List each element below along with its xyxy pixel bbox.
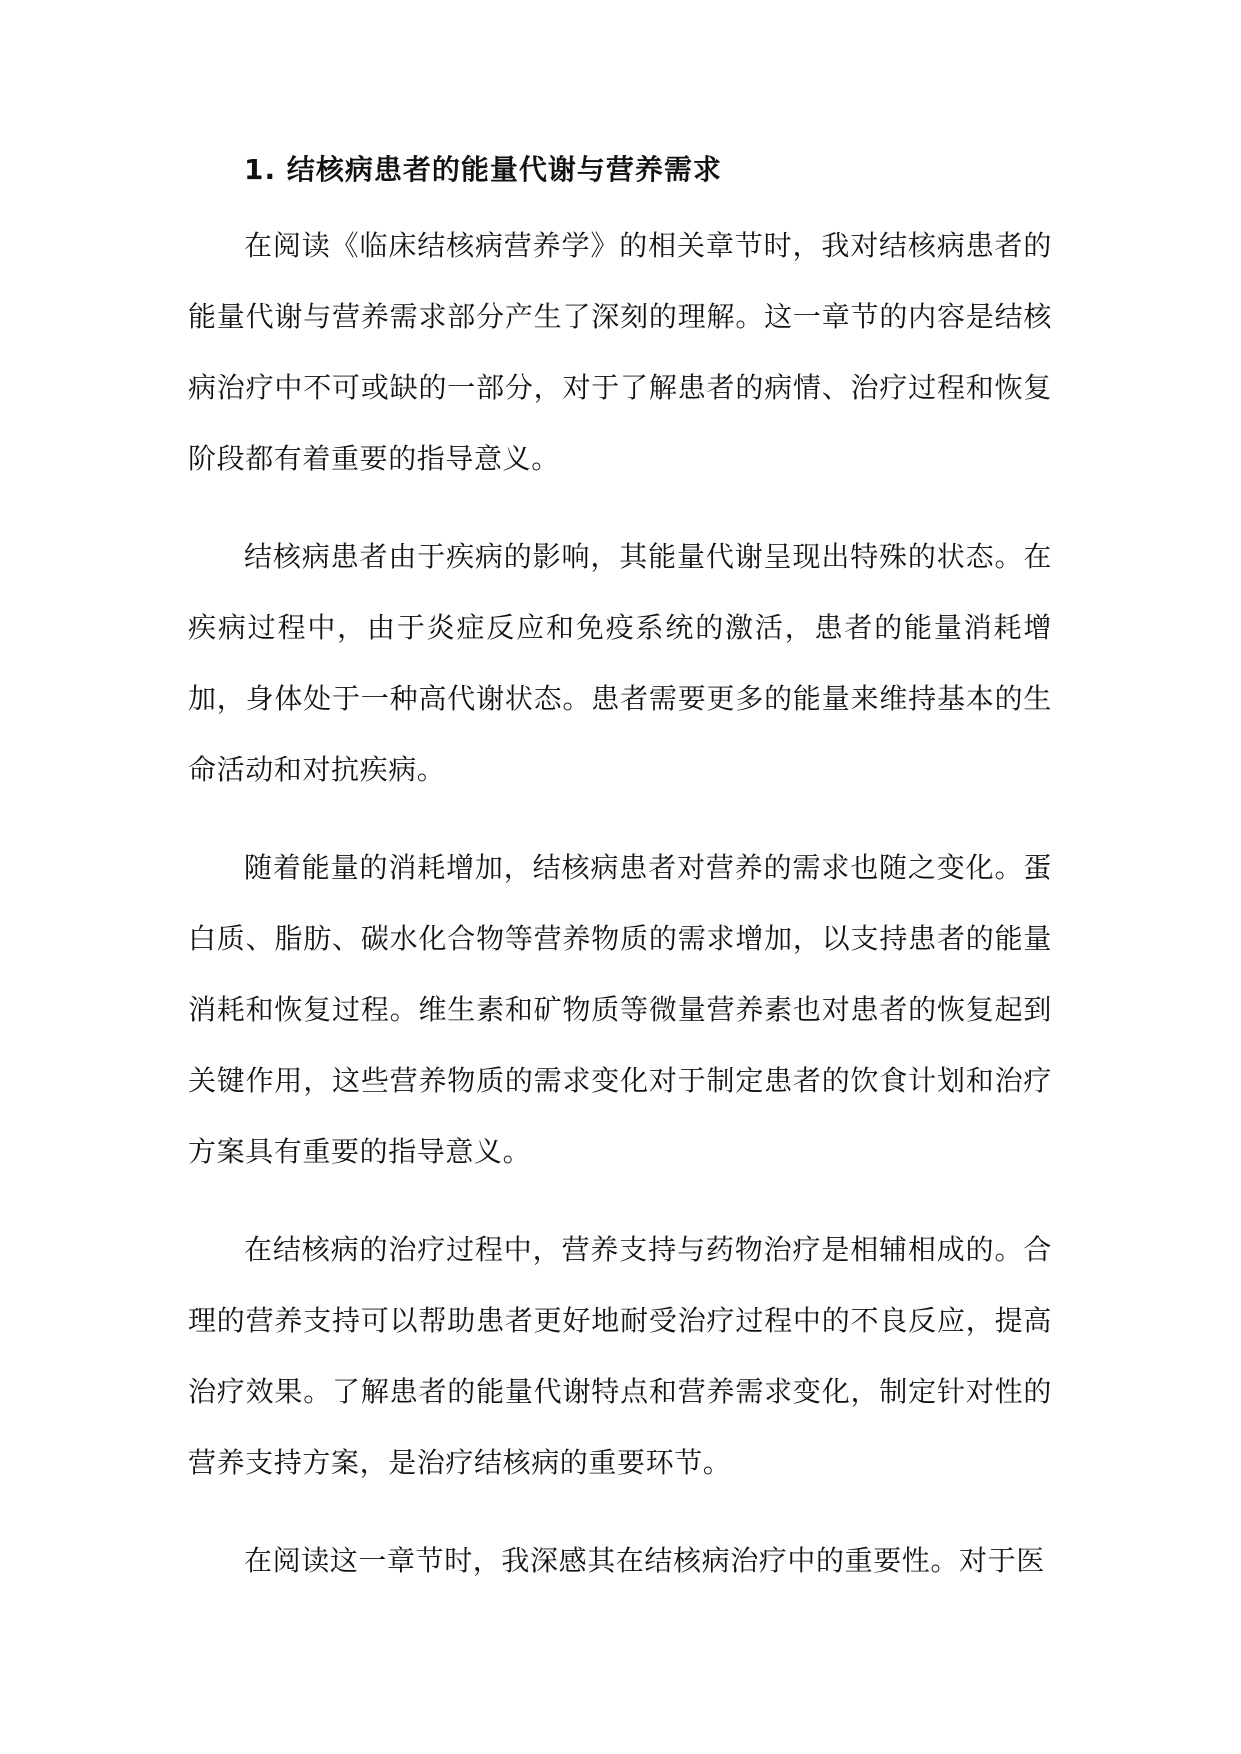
document-body: [188, 140, 1052, 1623]
paragraph-1: 在阅读《临床结核病营养学》的相关章节时，我对结核病患者的能量代谢与营养需求部分产生了深刻的理解。这一章节的内容是结核病治疗中不可或缺的一部分，对于了解患者的病情、治疗过程和恢复阶段都有着重要的指导意义。: [188, 229, 1052, 475]
paragraph-5: 在阅读这一章节时，我深感其在结核病治疗中的重要性。对于医: [244, 1544, 1045, 1577]
section-heading: 1. 结核病患者的能量代谢与营养需求: [244, 153, 722, 186]
paragraph-4: 在结核病的治疗过程中，营养支持与药物治疗是相辅相成的。合理的营养支持可以帮助患者更好地耐受治疗过程中的不良反应，提高治疗效果。了解患者的能量代谢特点和营养需求变化，制定针对性的营养支持方案，是治疗结核病的重要环节。: [188, 1233, 1052, 1479]
paragraph-2: 结核病患者由于疾病的影响，其能量代谢呈现出特殊的状态。在疾病过程中，由于炎症反应和免疫系统的激活，患者的能量消耗增加，身体处于一种高代谢状态。患者需要更多的能量来维持基本的生命活动和对抗疾病。: [188, 540, 1052, 786]
paragraph-3: 随着能量的消耗增加，结核病患者对营养的需求也随之变化。蛋白质、脂肪、碳水化合物等营养物质的需求增加，以支持患者的能量消耗和恢复过程。维生素和矿物质等微量营养素也对患者的恢复起到关键作用，这些营养物质的需求变化对于制定患者的饮食计划和治疗方案具有重要的指导意义。: [188, 851, 1052, 1168]
